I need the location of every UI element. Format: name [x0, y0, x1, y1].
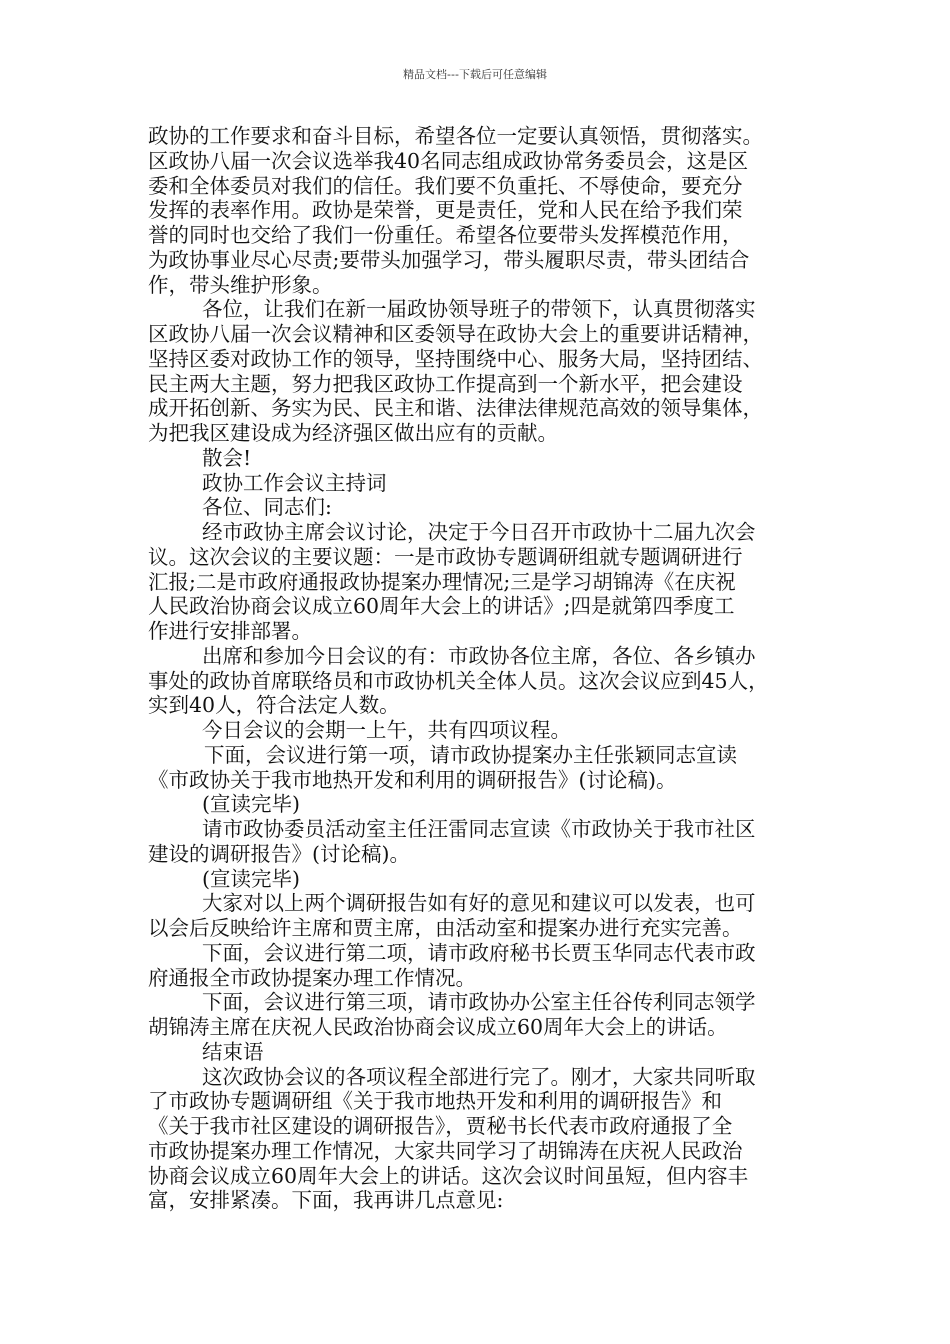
text-line: 政协工作会议主持词 — [202, 470, 387, 495]
text-line: 大家对以上两个调研报告如有好的意见和建议可以发表，也可 — [202, 891, 756, 916]
page-header: 精品文档---下载后可任意编辑 — [403, 68, 547, 81]
text-line: 建设的调研报告》(讨论稿)。 — [148, 841, 410, 866]
text-line: (宣读完毕) — [202, 866, 300, 891]
text-line: 誉的同时也交给了我们一份重任。希望各位要带头发挥模范作用， — [148, 223, 743, 247]
text-line: 了市政协专题调研组《关于我市地热开发和利用的调研报告》和 — [148, 1089, 722, 1114]
text-line: 今日会议的会期一上午，共有四项议程。 — [202, 718, 571, 742]
text-line: (宣读完毕) — [202, 792, 300, 817]
text-line: 下面，会议进行第一项，请市政协提案办主任张颖同志宣读 — [204, 742, 737, 767]
text-line: 府通报全市政协提案办理工作情况。 — [148, 965, 476, 990]
text-line: 委和全体委员对我们的信任。我们要不负重托、不辱使命，要充分 — [148, 173, 743, 198]
text-line: 议。这次会议的主要议题：一是市政协专题调研组就专题调研进行 — [148, 544, 743, 569]
text-line: 市政协提案办理工作情况，大家共同学习了胡锦涛在庆祝人民政治 — [148, 1138, 743, 1163]
text-line: 各位，让我们在新一届政协领导班子的带领下，认真贯彻落实 — [202, 297, 756, 322]
text-line: 区政协八届一次会议选举我40名同志组成政协常务委员会，这是区 — [148, 148, 749, 173]
text-line: 民主两大主题，努力把我区政协工作提高到一个新水平，把会建设 — [148, 371, 743, 396]
text-line: 实到40人，符合法定人数。 — [148, 693, 400, 718]
text-line: 发挥的表率作用。政协是荣誉，更是责任，党和人民在给予我们荣 — [148, 198, 743, 223]
document-body — [148, 124, 828, 1213]
text-line: 为政协事业尽心尽责;要带头加强学习，带头履职尽责，带头团结合 — [148, 247, 750, 272]
text-line: 请市政协委员活动室主任汪雷同志宣读《市政协关于我市社区 — [202, 817, 756, 841]
text-line: 事处的政协首席联络员和市政协机关全体人员。这次会议应到45人， — [148, 668, 769, 693]
text-line: 汇报;二是市政府通报政协提案办理情况;三是学习胡锦涛《在庆祝 — [148, 569, 736, 594]
text-line: 人民政治协商会议成立60周年大会上的讲话》;四是就第四季度工 — [148, 594, 735, 619]
text-line: 下面，会议进行第三项，请市政协办公室主任谷传利同志领学 — [202, 990, 756, 1015]
text-line: 作，带头维护形象。 — [148, 272, 333, 297]
text-line: 下面，会议进行第二项，请市政府秘书长贾玉华同志代表市政 — [202, 940, 756, 965]
text-line: 协商会议成立60周年大会上的讲话。这次会议时间虽短，但内容丰 — [148, 1163, 749, 1188]
text-line: 出席和参加今日会议的有：市政协各位主席，各位、各乡镇办 — [202, 643, 756, 668]
text-line: 散会! — [202, 445, 252, 470]
text-line: 政协的工作要求和奋斗目标，希望各位一定要认真领悟，贯彻落实。 — [148, 124, 763, 148]
text-line: 作进行安排部署。 — [148, 619, 312, 643]
text-line: 这次政协会议的各项议程全部进行完了。刚才，大家共同听取 — [202, 1064, 756, 1089]
text-line: 以会后反映给许主席和贾主席，由活动室和提案办进行充实完善。 — [148, 916, 743, 940]
text-line: 为把我区建设成为经济强区做出应有的贡献。 — [148, 421, 558, 445]
text-line: 《关于我市社区建设的调研报告》，贾秘书长代表市政府通报了全 — [148, 1114, 733, 1138]
text-line: 经市政协主席会议讨论，决定于今日召开市政协十二届九次会 — [202, 520, 756, 544]
text-line: 富，安排紧凑。下面，我再讲几点意见: — [148, 1188, 504, 1213]
text-line: 胡锦涛主席在庆祝人民政治协商会议成立60周年大会上的讲话。 — [148, 1015, 728, 1039]
text-line: 成开拓创新、务实为民、民主和谐、法律法律规范高效的领导集体， — [148, 396, 763, 421]
text-line: 区政协八届一次会议精神和区委领导在政协大会上的重要讲话精神， — [148, 322, 763, 346]
text-line: 结束语 — [202, 1039, 264, 1064]
text-line: 《市政协关于我市地热开发和利用的调研报告》(讨论稿)。 — [148, 767, 677, 792]
text-line: 坚持区委对政协工作的领导，坚持围绕中心、服务大局，坚持团结、 — [148, 346, 763, 371]
text-line: 各位、同志们: — [202, 495, 332, 520]
